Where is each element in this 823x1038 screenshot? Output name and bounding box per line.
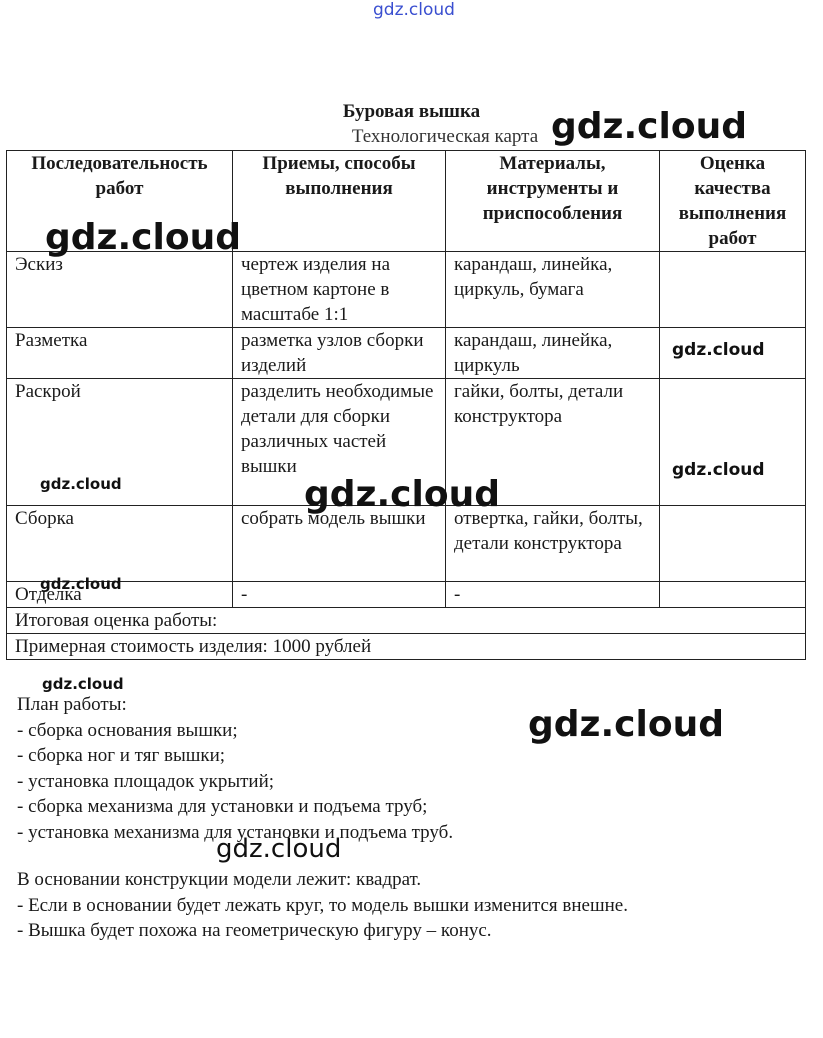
plan-item: - установка площадок укрытий;: [17, 770, 275, 792]
cell-step: Отделка: [7, 582, 233, 608]
header-sequence: Последовательность работ: [7, 151, 233, 252]
cell-grade: [660, 582, 806, 608]
cost-cell: Примерная стоимость изделия: 1000 рублей: [7, 634, 806, 660]
header-materials: Материалы, инструменты и приспособления: [446, 151, 660, 252]
plan-item: - сборка основания вышки;: [17, 719, 238, 741]
note-line: - Вышка будет похожа на геометрическую фигуру – конус.: [17, 920, 492, 941]
cell-materials: карандаш, линейка, циркуль: [446, 328, 660, 379]
cell-method: -: [233, 582, 446, 608]
header-quality: Оценка качества выполнения работ: [660, 151, 806, 252]
cell-method: чертеж изделия на цветном картоне в масштабе 1:1: [233, 252, 446, 328]
watermark: gdz.cloud: [45, 217, 241, 258]
note-line: В основании конструкции модели лежит: квадрат.: [17, 869, 422, 890]
note-line: - Если в основании будет лежать круг, то модель вышки изменится внешне.: [17, 894, 628, 916]
total-grade-cell: Итоговая оценка работы:: [7, 608, 806, 634]
document-title: Буровая вышка: [342, 101, 481, 122]
plan-heading: План работы:: [17, 694, 127, 715]
watermark: gdz.cloud: [528, 704, 724, 745]
plan-item: - установка механизма для установки и подъема труб.: [17, 821, 454, 843]
watermark: gdz.cloud: [551, 106, 747, 147]
site-link[interactable]: gdz.cloud: [373, 0, 455, 20]
table-row-cost: [7, 634, 806, 660]
cell-grade: [660, 252, 806, 328]
cell-step: Раскрой: [7, 379, 233, 506]
cell-materials: отвертка, гайки, болты, детали конструктора: [446, 506, 660, 582]
cell-materials: -: [446, 582, 660, 608]
design-notes: [17, 867, 628, 944]
table-row: [7, 506, 806, 582]
document-subtitle: Технологическая карта: [351, 126, 539, 147]
watermark: gdz.cloud: [40, 475, 122, 493]
watermark: gdz.cloud: [672, 460, 765, 480]
cell-grade: [660, 506, 806, 582]
plan-item: - сборка ног и тяг вышки;: [17, 745, 226, 766]
work-plan: [17, 692, 453, 845]
cell-materials: гайки, болты, детали конструктора: [446, 379, 660, 506]
watermark: gdz.cloud: [216, 834, 342, 864]
cell-materials: карандаш, линейка, циркуль, бумага: [446, 252, 660, 328]
table-row-total: [7, 608, 806, 634]
header-methods: Приемы, способы выполнения: [233, 151, 446, 252]
cell-step: Сборка: [7, 506, 233, 582]
plan-item: - сборка механизма для установки и подъема труб;: [17, 796, 428, 817]
cell-step: Разметка: [7, 328, 233, 379]
cell-method: разделить необходимые детали для сборки различных частей вышки: [233, 379, 446, 506]
cell-method: разметка узлов сборки изделий: [233, 328, 446, 379]
cell-step: Эскиз: [7, 252, 233, 328]
table-row: [7, 252, 806, 328]
cell-grade: [660, 379, 806, 506]
watermark: gdz.cloud: [672, 340, 765, 360]
cell-method: собрать модель вышки: [233, 506, 446, 582]
table-row: [7, 582, 806, 608]
watermark: gdz.cloud: [42, 675, 124, 693]
watermark: gdz.cloud: [304, 474, 500, 515]
watermark: gdz.cloud: [40, 575, 122, 593]
